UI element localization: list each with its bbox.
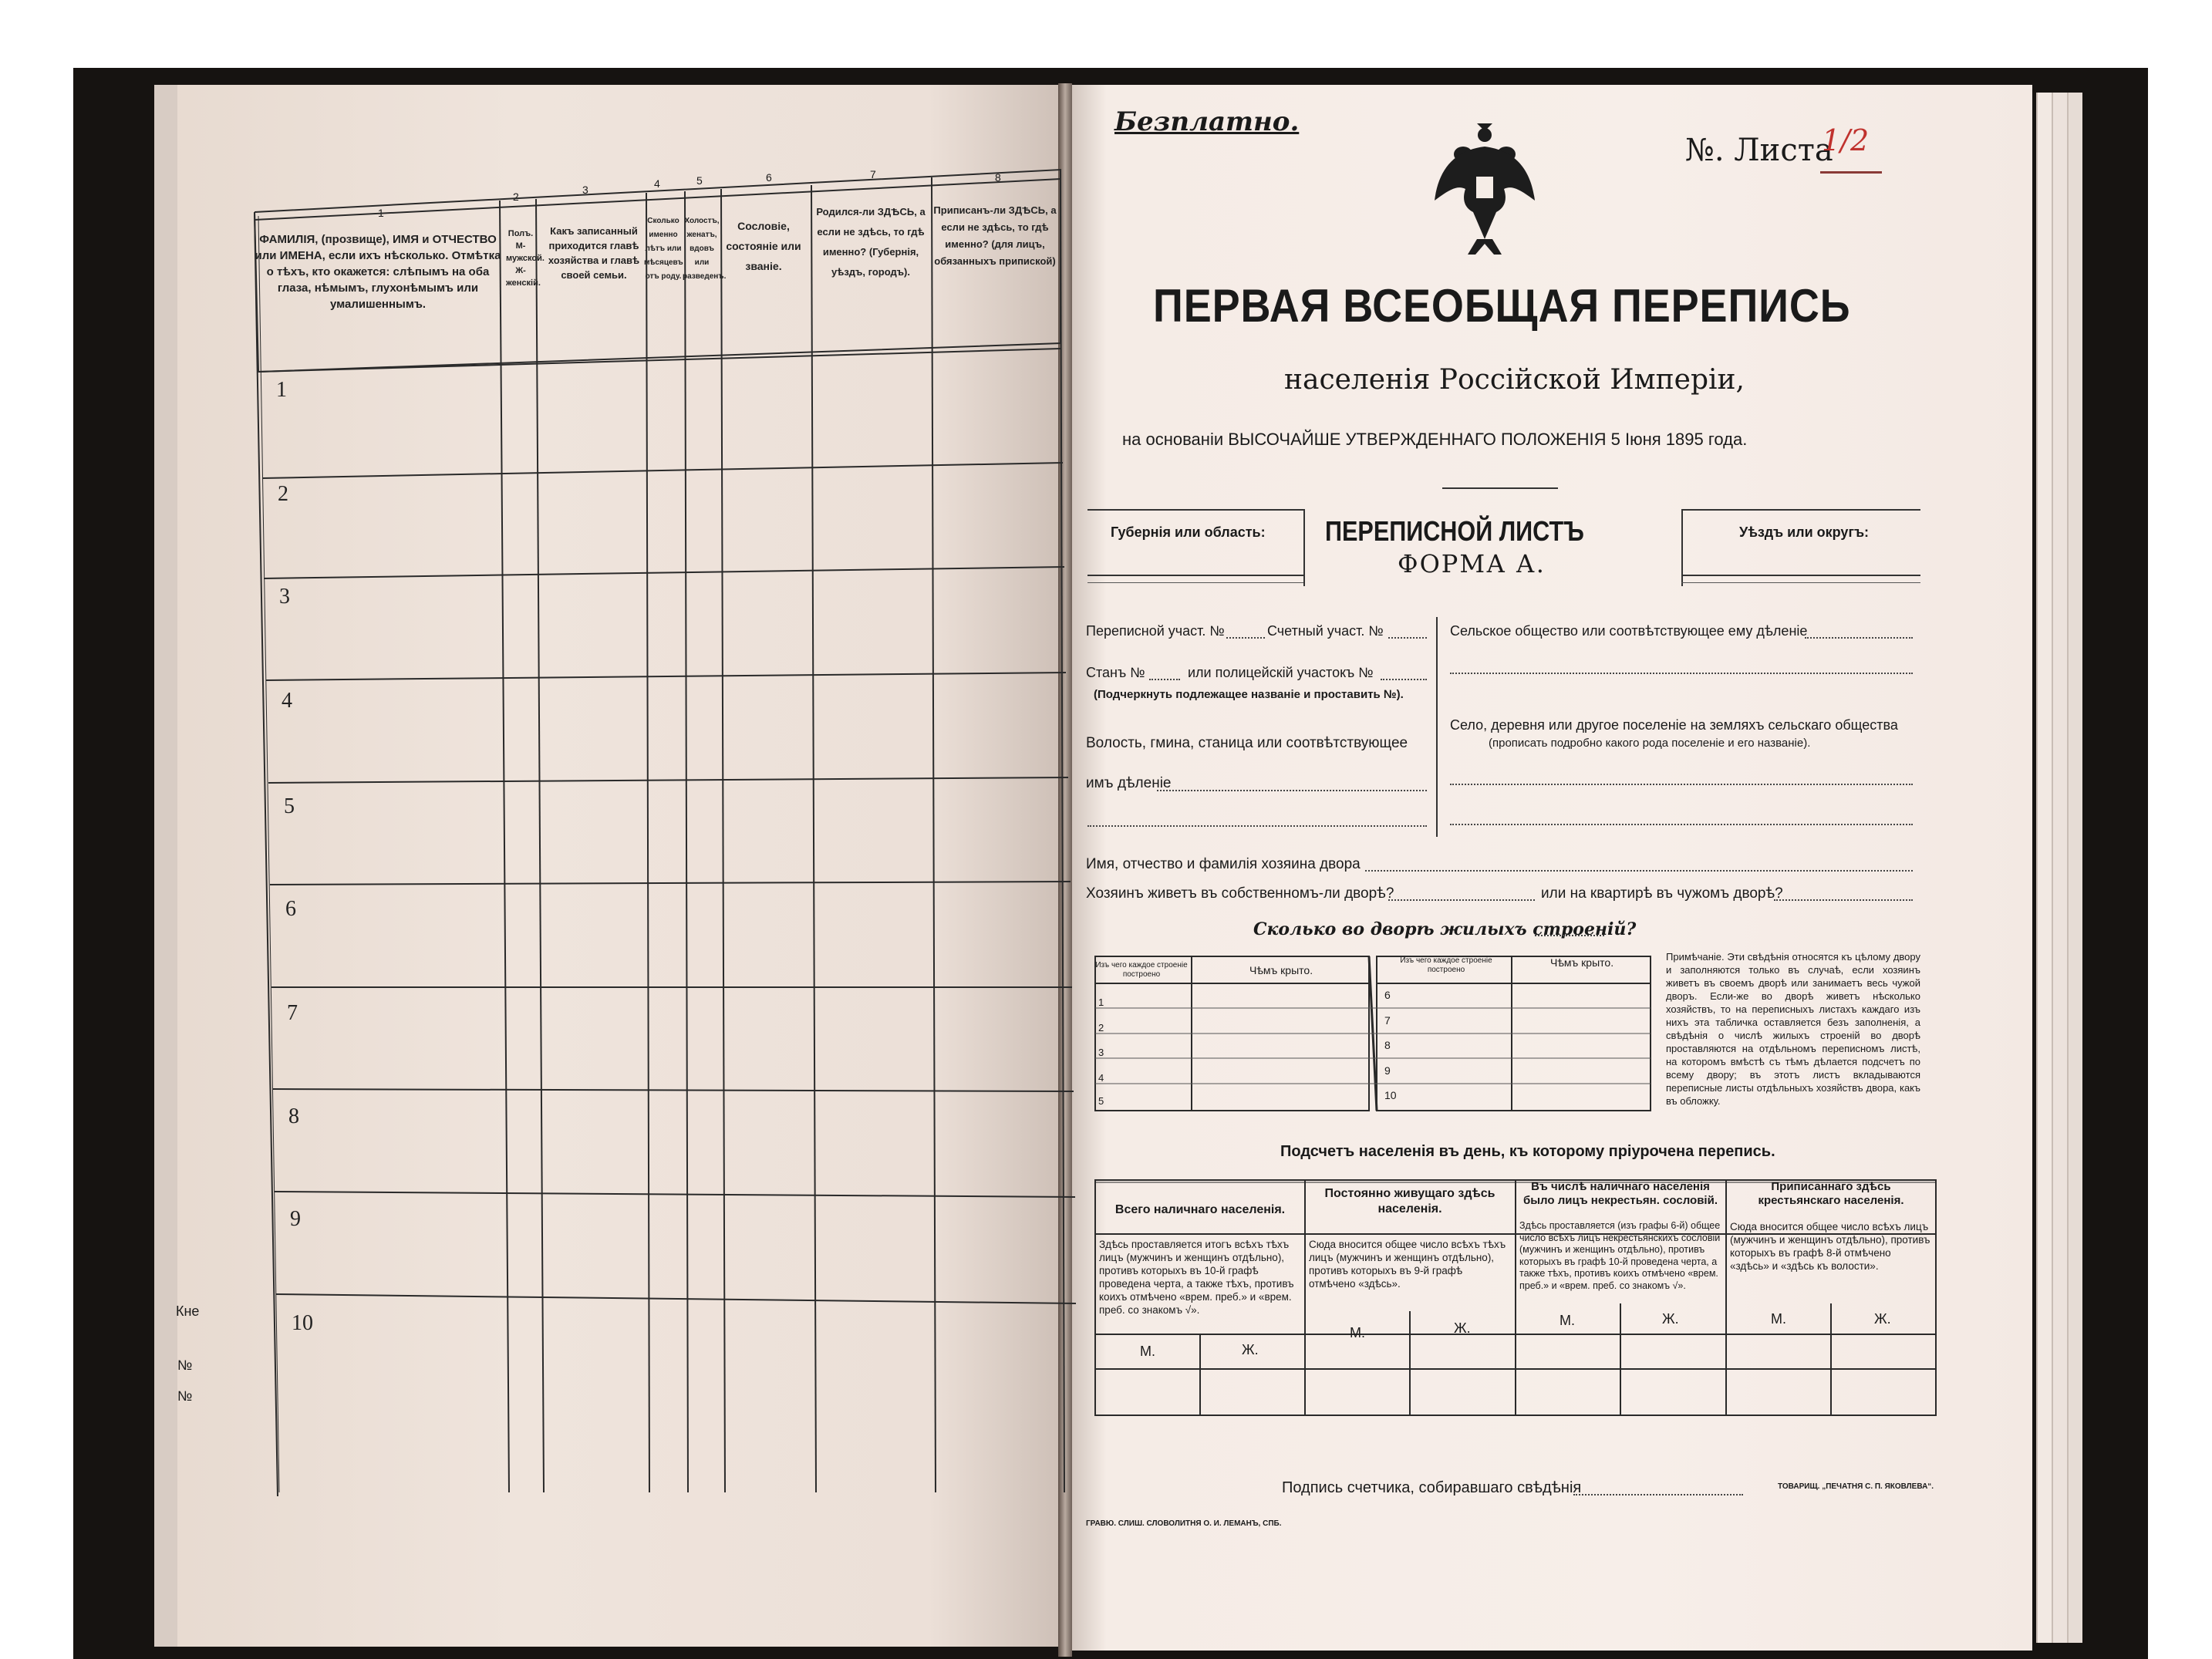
bld-row-number: 4: [1098, 1072, 1104, 1084]
field-stan: Станъ №: [1086, 665, 1145, 680]
col-number: 5: [696, 174, 703, 187]
count-head-peasant: Приписаннаго здѣсь крестьянскаго населенія.: [1758, 1180, 1904, 1207]
header-marital: Холостъ, женатъ, вдовъ или разведенъ.: [683, 217, 727, 281]
row-number: 3: [279, 585, 290, 609]
count-title: Подсчетъ населенія въ день, къ которому пріурочена перепись.: [1280, 1143, 1775, 1160]
census-title: ПЕРВАЯ ВСЕОБЩАЯ ПЕРЕПИСЬ: [1153, 280, 1851, 332]
count-body-permanent: Сюда вносится общее число всѣхъ тѣхъ лицъ (мужчинъ и женщинъ отдѣльно), противъ которыхъ въ 9-й графѣ отмѣчено «здѣсь».: [1309, 1239, 1506, 1290]
row-number: 2: [278, 482, 288, 506]
female-label: Ж.: [1454, 1320, 1471, 1336]
header-sex: Полъ. М-мужской. Ж-женскій.: [506, 229, 545, 288]
uezd-label: Уѣздъ или округъ:: [1739, 524, 1870, 540]
free-label: Безплатно.: [1114, 106, 1300, 137]
bld-row-number: 7: [1384, 1014, 1391, 1027]
header-registration: Приписанъ-ли ЗДѢСЬ, а если не здѣсь, то гдѣ именно? (для лицъ, обязанныхъ припиской): [933, 204, 1057, 267]
field-underline-note: (Подчеркнуть подлежащее названіе и проставить №).: [1094, 688, 1404, 701]
field-selskoe: Сельское общество или соотвѣтствующее ему дѣленіе: [1450, 623, 1808, 639]
count-head-permanent: Постоянно живущаго здѣсь населенія.: [1324, 1187, 1495, 1216]
sheet-number-label: №. Листа: [1685, 133, 1833, 168]
field-selo-note: (прописать подробно какого рода поселеніе и его названіе).: [1489, 737, 1811, 750]
field-volost-2: имъ дѣленіе: [1086, 775, 1172, 791]
row-number: 6: [285, 897, 296, 921]
gubernia-label: Губернія или область:: [1111, 524, 1266, 540]
male-label: М.: [1350, 1325, 1365, 1340]
signature-label: Подпись счетчика, собиравшаго свѣдѣнія: [1282, 1479, 1582, 1496]
col-number: 8: [995, 171, 1001, 184]
bld-header-material-2: Изъ чего каждое строеніе построено: [1400, 956, 1492, 974]
count-body-non-peasant: Здѣсь проставляется (изъ графы 6-й) общее число всѣхъ лицъ некрестьянскихъ сословій (мужчинъ и женщинъ отдѣльно), противъ которыхъ въ графѣ 10-й проведена черта, а также тѣхъ, противъ коихъ отмѣчено «врем. преб.» и «врем. преб. со знакомъ √».: [1519, 1220, 1721, 1291]
female-label: Ж.: [1242, 1342, 1259, 1357]
row-number: 10: [292, 1311, 313, 1335]
buildings-note: Примѣчаніе. Эти свѣдѣнія относятся къ цѣлому двору и заполняются только въ случаѣ, если хозяинъ живетъ въ своемъ дворѣ или занимаетъ весь чужой дворъ. Если-же во дворѣ живетъ нѣсколько хозяйствъ, то на переписныхъ листахъ каждаго изъ нихъ эта табличка оставляется безъ заполненія, а свѣдѣнія о числѣ жилыхъ строеній во дворѣ проставляются на отдѣльномъ переписномъ листѣ, на которомъ вмѣстѣ съ тѣмъ дѣлается подсчетъ по всему двору; въ этотъ листъ вкладываются переписные листы отдѣльныхъ хозяйствъ двора, какъ въ обложку.: [1666, 951, 1920, 1107]
field-count-district: Счетный участ. №: [1267, 623, 1384, 639]
signature-line: [1573, 1494, 1743, 1495]
count-head-non-peasant: Въ числѣ наличнаго населенія было лицъ некрестьян. сословій.: [1522, 1180, 1718, 1207]
bld-row-number: 2: [1098, 1022, 1104, 1034]
header-estate: Сословіе, состояніе или званіе.: [726, 220, 801, 272]
col-number: 3: [582, 184, 588, 196]
bld-row-number: 5: [1098, 1095, 1104, 1107]
row-number: 7: [287, 1001, 298, 1025]
bld-header-roof: Чѣмъ крыто.: [1249, 964, 1313, 976]
row-number: 8: [288, 1104, 299, 1128]
col-number: 2: [513, 191, 519, 203]
female-label: Ж.: [1662, 1311, 1679, 1327]
bld-row-number: 10: [1384, 1089, 1397, 1101]
row-number: 1: [276, 378, 287, 402]
bld-header-material: Изъ чего каждое строеніе построено: [1095, 961, 1188, 979]
field-selo: Село, деревня или другое поселеніе на земляхъ сельскаго общества: [1450, 717, 1898, 733]
row-number: 4: [282, 689, 292, 713]
sheet-number-value: 1/2: [1822, 123, 1870, 157]
col-number: 4: [654, 177, 660, 190]
buildings-question: Сколько во дворѣ жилыхъ строеній?: [1253, 919, 1637, 939]
margin-text: №: [177, 1388, 193, 1404]
printer-right: ТОВАРИЩ. „ПЕЧАТНЯ С. П. ЯКОВЛЕВА“.: [1778, 1482, 1934, 1491]
male-label: М.: [1560, 1313, 1575, 1328]
bld-row-number: 1: [1098, 996, 1104, 1008]
male-label: М.: [1140, 1344, 1155, 1359]
col-number: 6: [766, 171, 772, 184]
female-label: Ж.: [1874, 1311, 1891, 1327]
count-head-total: Всего наличнаго населенія.: [1114, 1203, 1286, 1216]
row-number: 9: [290, 1207, 301, 1231]
header-surname: ФАМИЛІЯ, (прозвище), ИМЯ и ОТЧЕСТВО или ИМЕНА, если ихъ нѣсколько. Отмѣтка о тѣхъ, кто окажется: слѣпымъ на оба глаза, нѣмымъ, глухонѣмымъ или умалишеннымъ.: [255, 233, 501, 311]
form-title: ПЕРЕПИСНОЙ ЛИСТЪ: [1325, 515, 1584, 547]
count-body-peasant: Сюда вносится общее число всѣхъ лицъ (мужчинъ и женщинъ отдѣльно), противъ которыхъ въ графѣ 8-й отмѣчено «здѣсь» и «здѣсь къ волости».: [1730, 1221, 1930, 1272]
margin-text: Кне: [176, 1303, 200, 1319]
col-number: 1: [378, 207, 384, 219]
count-body-total: Здѣсь проставляется итогъ всѣхъ тѣхъ лицъ (мужчинъ и женщинъ отдѣльно), противъ которыхъ въ 10-й графѣ проведена черта, а также тѣхъ, противъ коихъ отмѣчено «врем. преб.» и «врем. преб. со знакомъ √».: [1099, 1239, 1294, 1316]
header-relation: Какъ записанный приходится главѣ хозяйства и главѣ своей семьи.: [548, 225, 640, 281]
field-volost: Волость, гмина, станица или соотвѣтствующее: [1086, 735, 1408, 751]
form-subtitle: ФОРМА А.: [1398, 549, 1546, 578]
field-lives-own-yard: Хозяинъ живетъ въ собственномъ-ли дворѣ?: [1086, 885, 1394, 902]
col-number: 7: [870, 168, 876, 180]
field-owner: Имя, отчество и фамилія хозяина двора: [1086, 856, 1361, 872]
census-basis: на основаніи ВЫСОЧАЙШЕ УТВЕРЖДЕННАГО ПОЛОЖЕНІЯ 5 Іюня 1895 года.: [1122, 430, 1748, 449]
bld-row-number: 8: [1384, 1039, 1391, 1051]
printer-left: ГРАВЮ. СЛИШ. СЛОВОЛИТНЯ О. И. ЛЕМАНЪ, СПБ.: [1086, 1519, 1282, 1528]
header-age: Сколько именно лѣтъ или мѣсяцевъ отъ роду.: [644, 217, 683, 281]
bld-row-number: 9: [1384, 1064, 1391, 1077]
field-lives-rented: или на квартирѣ въ чужомъ дворѣ?: [1541, 885, 1783, 902]
margin-text: №: [177, 1357, 193, 1373]
row-number: 5: [284, 794, 295, 818]
bld-header-roof-2: Чѣмъ крыто.: [1550, 956, 1614, 969]
field-police: или полицейскій участокъ №: [1188, 665, 1374, 680]
bld-row-number: 6: [1384, 989, 1391, 1001]
field-census-district: Переписной участ. №: [1086, 623, 1225, 639]
bld-row-number: 3: [1098, 1047, 1104, 1058]
census-subtitle: населенія Россійской Имперіи,: [1284, 364, 1745, 396]
header-birthplace: Родился-ли ЗДѢСЬ, а если не здѣсь, то гдѣ именно? (Губернія, уѣздъ, городъ).: [816, 206, 926, 278]
male-label: М.: [1771, 1311, 1786, 1327]
